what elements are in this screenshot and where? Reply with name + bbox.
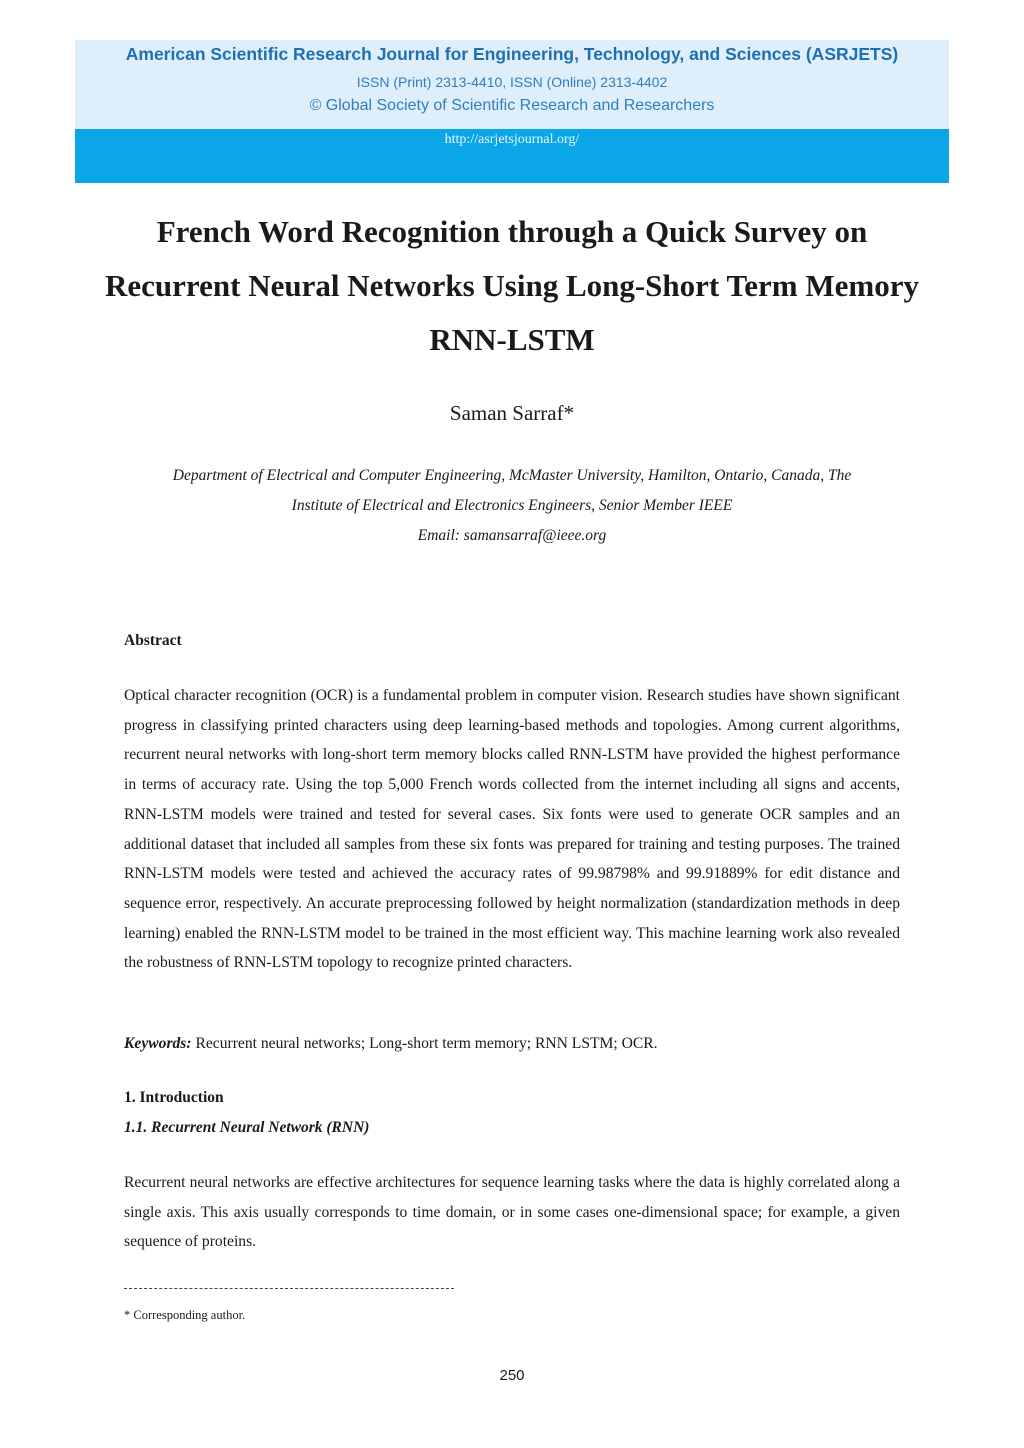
subsection-heading-rnn: 1.1. Recurrent Neural Network (RNN) [124,1119,370,1136]
paper-author: Saman Sarraf* [449,401,575,425]
introduction-body: Recurrent neural networks are effective architectures for sequence learning tasks where the data is highly correlated along a single axis. This axis usually corresponds to time domain, or in some cases one-dimensional space; for example, a given sequence of proteins. [124,1174,900,1251]
banner-info-block [75,40,949,129]
journal-banner [75,40,949,183]
page-number: 250 [499,1367,525,1384]
journal-url-link[interactable]: http://asrjetsjournal.org/ [444,132,580,147]
keywords [124,1033,900,1055]
abstract-body: Optical character recognition (OCR) is a fundamental problem in computer vision. Research studies have shown significant progress in classifying printed characters using deep learning-based methods and topologies. Among current algorithms, recurrent neural networks with long-short term memory blocks called RNN-LSTM have provided the highest performance in terms of accuracy rate. Using the top 5,000 French words collected from the internet including all signs and accents, RNN-LSTM models were trained and tested for several cases. Six fonts were used to generate OCR samples and an additional dataset that included all samples from these six fonts was prepared for training and testing purposes. The trained RNN-LSTM models were tested and achieved the accuracy rates of 99.98798% and 99.91889% for edit distance and sequence error, respectively. An accurate preprocessing followed by height normalization (standardization methods in deep learning) enabled the RNN-LSTM model to be trained in the most efficient way. This machine learning work also revealed the robustness of RNN-LSTM topology to recognize printed characters. [124,687,900,972]
banner-url-strip [75,129,949,183]
footnote-corresponding-author: * Corresponding author. [124,1308,246,1322]
affiliation-line-2: Institute of Electrical and Electronics Engineers, Senior Member IEEE [291,497,733,514]
journal-issn: ISSN (Print) 2313-4410, ISSN (Online) 2313-4402 [356,74,668,90]
author-affiliation [120,461,904,551]
footnote-divider [124,1288,454,1289]
journal-title: American Scientific Research Journal for Engineering, Technology, and Sciences (ASRJETS) [125,44,899,64]
keywords-label: Keywords: [124,1035,192,1052]
keywords-text: Recurrent neural networks; Long-short term memory; RNN LSTM; OCR. [191,1035,658,1052]
journal-society: © Global Society of Scientific Research and Researchers [309,97,715,114]
author-email: Email: samansarraf@ieee.org [417,527,607,544]
abstract-heading: Abstract [124,632,182,649]
affiliation-line-1: Department of Electrical and Computer Engineering, McMaster University, Hamilton, Ontario, Canada, The [172,467,852,484]
section-heading-introduction: 1. Introduction [124,1089,224,1106]
paper-title: French Word Recognition through a Quick Survey on Recurrent Neural Networks Using Long-Short Term Memory RNN-LSTM [105,214,919,357]
